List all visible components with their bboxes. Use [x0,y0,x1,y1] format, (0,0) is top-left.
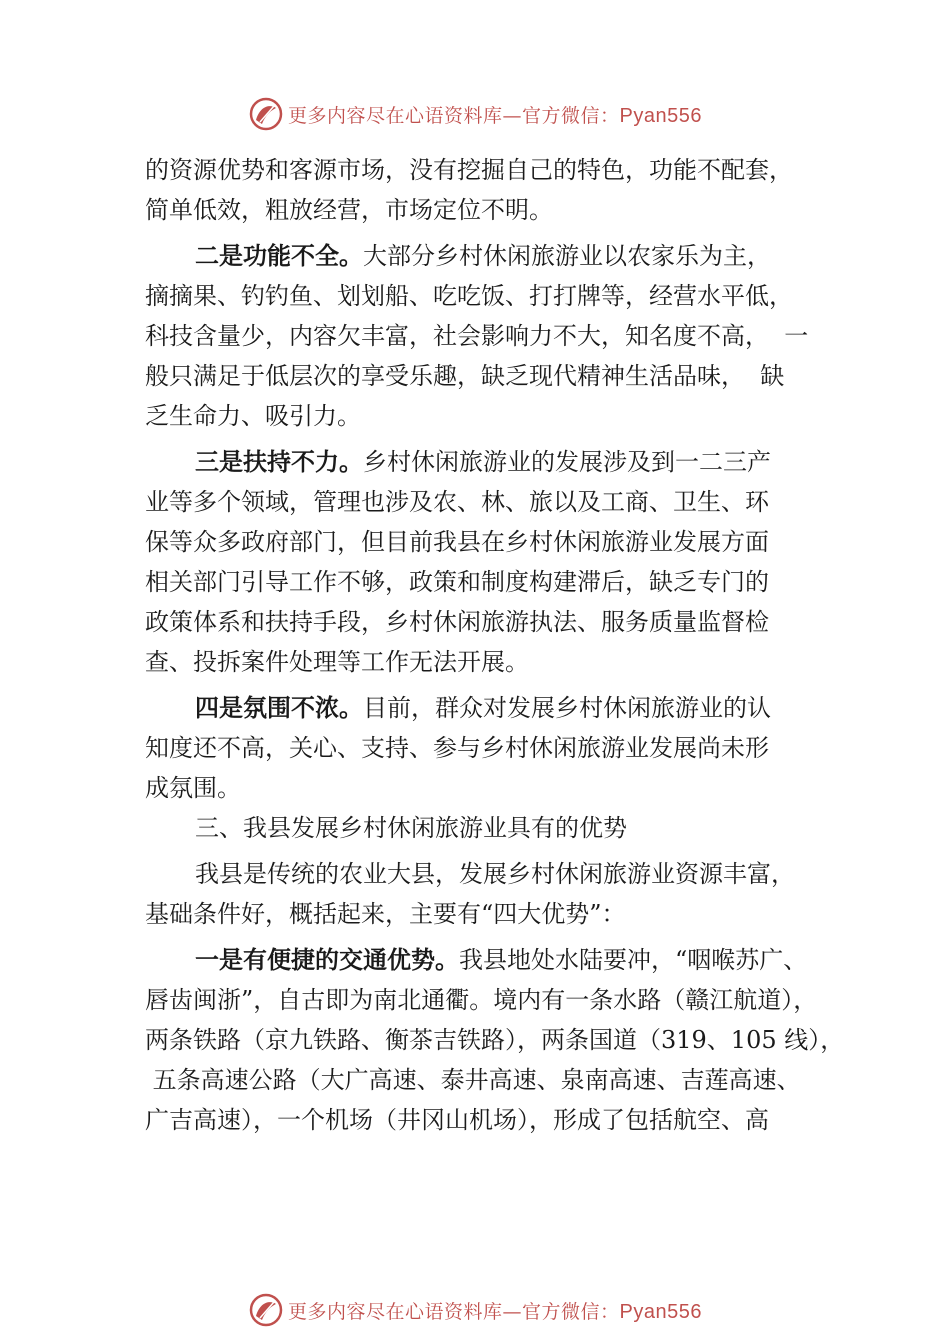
document-body [145,150,845,1140]
text-line: 业等多个领域，管理也涉及农、林、旅以及工商、卫生、环 [145,488,769,516]
text-line: 简单低效，粗放经营，市场定位不明。 [145,196,553,224]
paragraph-heading: 一是有便捷的交通优势。 [195,946,459,974]
paragraph [145,236,825,436]
text-line: 查、投拆案件处理等工作无法开展。 [145,648,529,676]
text-line: 保等众多政府部门，但目前我县在乡村休闲旅游业发展方面 [145,528,769,556]
watermark-text: 更多内容尽在心语资料库—官方微信：Pyan556 [288,1300,702,1323]
text-line: 二是功能不全。大部分乡村休闲旅游业以农家乐为主， [195,242,771,270]
paragraph-heading: 二是功能不全。 [195,242,363,270]
text-line: 我县是传统的农业大县，发展乡村休闲旅游业资源丰富， [195,860,795,888]
text-line: 基础条件好，概括起来，主要有“四大优势”： [145,900,626,928]
paragraph [145,442,825,682]
scroll-logo-icon [248,96,284,132]
text-line: 成氛围。 [145,774,241,802]
footer-watermark [0,1290,950,1330]
header-watermark [0,94,950,134]
paragraph [145,150,825,230]
paragraph [145,940,845,1140]
paragraph [145,688,825,808]
text-line: 乏生命力、吸引力。 [145,402,361,430]
text-line: 摘摘果、钓钓鱼、划划船、吃吃饭、打打牌等，经营水平低， [145,282,793,310]
text-line: 科技含量少，内容欠丰富，社会影响力不大，知名度不高， 一 [145,322,809,350]
paragraph-heading: 三是扶持不力。 [195,448,363,476]
text-line: 的资源优势和客源市场，没有挖掘自己的特色，功能不配套， [145,156,793,184]
text-line: 三、我县发展乡村休闲旅游业具有的优势 [195,814,627,842]
text-line: 两条铁路（京九铁路、衡茶吉铁路），两条国道（319、105 线）， [145,1026,845,1054]
text-line: 般只满足于低层次的享受乐趣，缺乏现代精神生活品味， 缺 [145,362,785,390]
text-line: 相关部门引导工作不够，政策和制度构建滞后，缺乏专门的 [145,568,769,596]
scroll-logo-icon [248,1292,284,1328]
watermark-text: 更多内容尽在心语资料库—官方微信：Pyan556 [288,104,702,127]
text-line: 政策体系和扶持手段，乡村休闲旅游执法、服务质量监督检 [145,608,769,636]
text-line: 一是有便捷的交通优势。我县地处水陆要冲，“咽喉苏广、 [195,946,808,974]
text-line: 知度还不高，关心、支持、参与乡村休闲旅游业发展尚未形 [145,734,769,762]
text-line: 五条高速公路（大广高速、泰井高速、泉南高速、吉莲高速、 [145,1066,801,1094]
text-line: 广吉高速），一个机场（井冈山机场），形成了包括航空、高 [145,1106,769,1134]
text-line: 三是扶持不力。乡村休闲旅游业的发展涉及到一二三产 [195,448,771,476]
paragraph [145,854,825,934]
paragraph-heading: 四是氛围不浓。 [195,694,363,722]
section-heading [145,808,825,848]
text-line: 四是氛围不浓。目前，群众对发展乡村休闲旅游业的认 [195,694,771,722]
text-line: 唇齿闽浙”，自古即为南北通衢。境内有一条水路（赣江航道）， [145,986,818,1014]
